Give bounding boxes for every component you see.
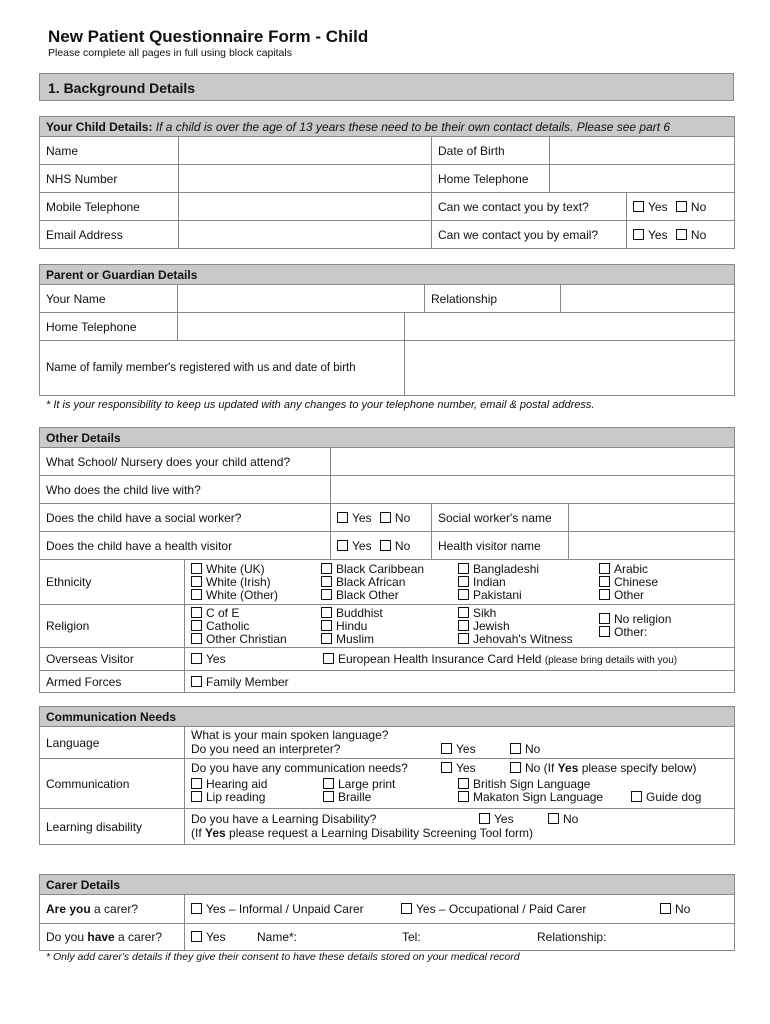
communication-label: Communication xyxy=(40,759,185,809)
lip-reading-checkbox[interactable] xyxy=(191,791,202,802)
contact-email-options: Yes No xyxy=(627,221,735,249)
live-with-label: Who does the child live with? xyxy=(40,476,331,504)
occupational-carer-checkbox[interactable] xyxy=(401,903,412,914)
ethnicity-checkbox[interactable] xyxy=(191,576,202,587)
name-field[interactable] xyxy=(179,137,432,165)
religion-option-label: Muslim xyxy=(336,631,374,646)
ethnicity-option-label: White (Other) xyxy=(206,587,279,602)
section-title: 1. Background Details xyxy=(39,73,734,101)
family-member-label: Name of family member's registered with us and date of birth xyxy=(40,341,405,396)
braille-checkbox[interactable] xyxy=(323,791,334,802)
religion-checkbox[interactable] xyxy=(599,613,610,624)
overseas-options: Yes European Health Insurance Card Held (please bring details with you) xyxy=(185,648,735,671)
home-tel-label: Home Telephone xyxy=(432,165,550,193)
communication-yes-checkbox[interactable] xyxy=(441,762,452,773)
religion-option-label: C of E xyxy=(206,605,240,620)
armed-forces-options: Family Member xyxy=(185,671,735,693)
ethnicity-option-label: Other xyxy=(614,587,645,602)
language-options: What is your main spoken language? Do you need an interpreter? Yes No xyxy=(185,727,735,759)
makaton-checkbox[interactable] xyxy=(458,791,469,802)
religion-checkbox[interactable] xyxy=(321,620,332,631)
have-carer-options: Yes Name*: Tel: Relationship: xyxy=(185,924,735,951)
mobile-field[interactable] xyxy=(179,193,432,221)
carer-tel-label: Tel: xyxy=(402,930,421,944)
religion-option-label: Buddhist xyxy=(336,605,383,620)
religion-checkbox[interactable] xyxy=(191,633,202,644)
guardian-note: * It is your responsibility to keep us updated with any changes to your telephone number, email & postal address. xyxy=(46,399,595,411)
religion-checkbox[interactable] xyxy=(458,607,469,618)
religion-option-label: No religion xyxy=(614,611,672,626)
ethnicity-option-label: Chinese xyxy=(614,574,659,589)
religion-column xyxy=(599,607,719,646)
health-visitor-label: Does the child have a health visitor xyxy=(40,532,331,560)
ethnicity-option-label: Bangladeshi xyxy=(473,561,540,576)
guardian-name-label: Your Name xyxy=(40,285,178,313)
dob-label: Date of Birth xyxy=(432,137,550,165)
large-print-checkbox[interactable] xyxy=(323,778,334,789)
religion-option-label: Jehovah's Witness xyxy=(473,631,573,646)
contact-text-yes-checkbox[interactable] xyxy=(633,201,644,212)
ethnicity-option-label: Indian xyxy=(473,574,506,589)
ld-yes-checkbox[interactable] xyxy=(479,813,490,824)
religion-option-label: Sikh xyxy=(473,605,497,620)
communication-heading: Communication Needs xyxy=(40,707,735,727)
ethnicity-checkbox[interactable] xyxy=(599,576,610,587)
social-worker-no-checkbox[interactable] xyxy=(380,512,391,523)
family-member-field[interactable] xyxy=(405,341,735,396)
ld-no-checkbox[interactable] xyxy=(548,813,559,824)
overseas-label: Overseas Visitor xyxy=(40,648,185,671)
overseas-yes-checkbox[interactable] xyxy=(191,653,202,664)
other-details-table xyxy=(39,427,735,560)
religion-column xyxy=(321,607,458,646)
ethnicity-options xyxy=(185,560,735,605)
guardian-heading: Parent or Guardian Details xyxy=(40,265,735,285)
child-details-heading: Your Child Details: If a child is over the age of 13 years these need to be their own contact details. Please see part 6 xyxy=(40,117,735,137)
contact-email-yes-checkbox[interactable] xyxy=(633,229,644,240)
ethnicity-option-label: White (Irish) xyxy=(206,574,271,589)
ethnicity-option-label: Pakistani xyxy=(473,587,522,602)
learning-disability-options: Do you have a Learning Disability? Yes No (If Yes please request a Learning Disability Screening Tool form) xyxy=(185,809,735,845)
mobile-label: Mobile Telephone xyxy=(40,193,179,221)
child-details-table xyxy=(39,116,735,249)
social-worker-label: Does the child have a social worker? xyxy=(40,504,331,532)
live-with-field[interactable] xyxy=(331,476,735,504)
name-label: Name xyxy=(40,137,179,165)
religion-option-label: Other: xyxy=(614,624,648,639)
have-carer-yes-checkbox[interactable] xyxy=(191,931,202,942)
ethnicity-checkbox[interactable] xyxy=(458,589,469,600)
ethnicity-checkbox[interactable] xyxy=(321,563,332,574)
ethnicity-option-label: Black Caribbean xyxy=(336,561,425,576)
ethnicity-column xyxy=(191,563,321,602)
ethnicity-label: Ethnicity xyxy=(40,560,185,605)
ethnicity-checkbox[interactable] xyxy=(599,563,610,574)
family-member-checkbox[interactable] xyxy=(191,676,202,687)
religion-option xyxy=(458,633,599,646)
contact-text-label: Can we contact you by text? xyxy=(432,193,627,221)
social-worker-name-label: Social worker's name xyxy=(432,504,569,532)
language-question: What is your main spoken language? xyxy=(191,728,389,742)
hearing-aid-checkbox[interactable] xyxy=(191,778,202,789)
guardian-table xyxy=(39,264,735,396)
page-title: New Patient Questionnaire Form - Child xyxy=(48,27,369,46)
relationship-label: Relationship xyxy=(425,285,561,313)
ethnicity-option-label: Arabic xyxy=(614,561,649,576)
religion-checkbox[interactable] xyxy=(599,626,610,637)
school-field[interactable] xyxy=(331,448,735,476)
religion-checkbox[interactable] xyxy=(321,633,332,644)
religion-checkbox[interactable] xyxy=(191,620,202,631)
email-label: Email Address xyxy=(40,221,179,249)
relationship-field[interactable] xyxy=(561,285,735,313)
bsl-checkbox[interactable] xyxy=(458,778,469,789)
communication-options: Do you have any communication needs? Yes No (If Yes please specify below) Hearing aid Large print British Sign Language Lip reading Braille Makaton Sign Language Guide dog xyxy=(185,759,735,809)
religion-checkbox[interactable] xyxy=(321,607,332,618)
other-details-heading: Other Details xyxy=(40,428,735,448)
ethnicity-option xyxy=(458,589,599,602)
ethnicity-checkbox[interactable] xyxy=(321,576,332,587)
ethnicity-option xyxy=(191,589,321,602)
ethnicity-checkbox[interactable] xyxy=(191,563,202,574)
are-you-carer-label: Are you a carer? xyxy=(40,895,185,924)
religion-label: Religion xyxy=(40,605,185,648)
interpreter-question: Do you need an interpreter? xyxy=(191,741,341,756)
health-visitor-no-checkbox[interactable] xyxy=(380,540,391,551)
carer-name-label: Name*: xyxy=(257,930,298,944)
religion-option xyxy=(321,633,458,646)
religion-option-label: Catholic xyxy=(206,618,250,633)
demographics-table xyxy=(39,559,735,693)
learning-disability-label: Learning disability xyxy=(40,809,185,845)
ethnicity-checkbox[interactable] xyxy=(599,589,610,600)
ethnicity-option-label: Black African xyxy=(336,574,406,589)
nhs-label: NHS Number xyxy=(40,165,179,193)
ethnicity-checkbox[interactable] xyxy=(458,563,469,574)
informal-carer-checkbox[interactable] xyxy=(191,903,202,914)
religion-checkbox[interactable] xyxy=(458,620,469,631)
guardian-tel-field-extra[interactable] xyxy=(405,313,735,341)
communication-no-checkbox[interactable] xyxy=(510,762,521,773)
ethnicity-option-label: White (UK) xyxy=(206,561,265,576)
carer-heading: Carer Details xyxy=(40,875,735,895)
home-tel-field[interactable] xyxy=(550,165,735,193)
social-worker-yes-checkbox[interactable] xyxy=(337,512,348,523)
ethnicity-checkbox[interactable] xyxy=(458,576,469,587)
communication-question: Do you have any communication needs? xyxy=(191,761,408,776)
ethnicity-column xyxy=(599,563,719,602)
are-you-carer-options: Yes – Informal / Unpaid Carer Yes – Occupational / Paid Carer No xyxy=(185,895,735,924)
ethnicity-option xyxy=(321,589,458,602)
social-worker-name-field[interactable] xyxy=(569,504,735,532)
social-worker-options: Yes No xyxy=(331,504,432,532)
email-field[interactable] xyxy=(179,221,432,249)
ethnicity-option-label: Black Other xyxy=(336,587,399,602)
religion-option xyxy=(599,626,719,639)
not-carer-checkbox[interactable] xyxy=(660,903,671,914)
armed-forces-label: Armed Forces xyxy=(40,671,185,693)
interpreter-yes-checkbox[interactable] xyxy=(441,743,452,754)
contact-email-label: Can we contact you by email? xyxy=(432,221,627,249)
interpreter-no-checkbox[interactable] xyxy=(510,743,521,754)
have-carer-label: Do you have a carer? xyxy=(40,924,185,951)
health-visitor-name-label: Health visitor name xyxy=(432,532,569,560)
health-visitor-yes-checkbox[interactable] xyxy=(337,540,348,551)
religion-checkbox[interactable] xyxy=(458,633,469,644)
ethnicity-column xyxy=(321,563,458,602)
dob-field[interactable] xyxy=(550,137,735,165)
carer-relationship-label: Relationship: xyxy=(537,930,607,944)
religion-option-label: Other Christian xyxy=(206,631,287,646)
carer-note: * Only add carer's details if they give their consent to have these details stored on your medical record xyxy=(46,951,520,963)
guide-dog-checkbox[interactable] xyxy=(631,791,642,802)
religion-option-label: Jewish xyxy=(473,618,510,633)
health-visitor-name-field[interactable] xyxy=(569,532,735,560)
communication-table xyxy=(39,706,735,845)
religion-option xyxy=(191,633,321,646)
nhs-field[interactable] xyxy=(179,165,432,193)
learning-disability-question: Do you have a Learning Disability? xyxy=(191,812,377,826)
ethnicity-option xyxy=(599,589,719,602)
guardian-tel-label: Home Telephone xyxy=(40,313,178,341)
religion-column xyxy=(191,607,321,646)
page-subtitle: Please complete all pages in full using block capitals xyxy=(48,47,292,59)
learning-disability-note: (If Yes please request a Learning Disability Screening Tool form) xyxy=(191,825,533,840)
ehic-checkbox[interactable] xyxy=(323,653,334,664)
contact-text-options: Yes No xyxy=(627,193,735,221)
guardian-name-field[interactable] xyxy=(178,285,425,313)
guardian-tel-field[interactable] xyxy=(178,313,405,341)
religion-options xyxy=(185,605,735,648)
ethnicity-column xyxy=(458,563,599,602)
ethnicity-checkbox[interactable] xyxy=(191,589,202,600)
carer-table xyxy=(39,874,735,951)
ethnicity-checkbox[interactable] xyxy=(321,589,332,600)
religion-option-label: Hindu xyxy=(336,618,368,633)
religion-column xyxy=(458,607,599,646)
religion-checkbox[interactable] xyxy=(191,607,202,618)
contact-email-no-checkbox[interactable] xyxy=(676,229,687,240)
contact-text-no-checkbox[interactable] xyxy=(676,201,687,212)
health-visitor-options: Yes No xyxy=(331,532,432,560)
language-label: Language xyxy=(40,727,185,759)
school-label: What School/ Nursery does your child attend? xyxy=(40,448,331,476)
